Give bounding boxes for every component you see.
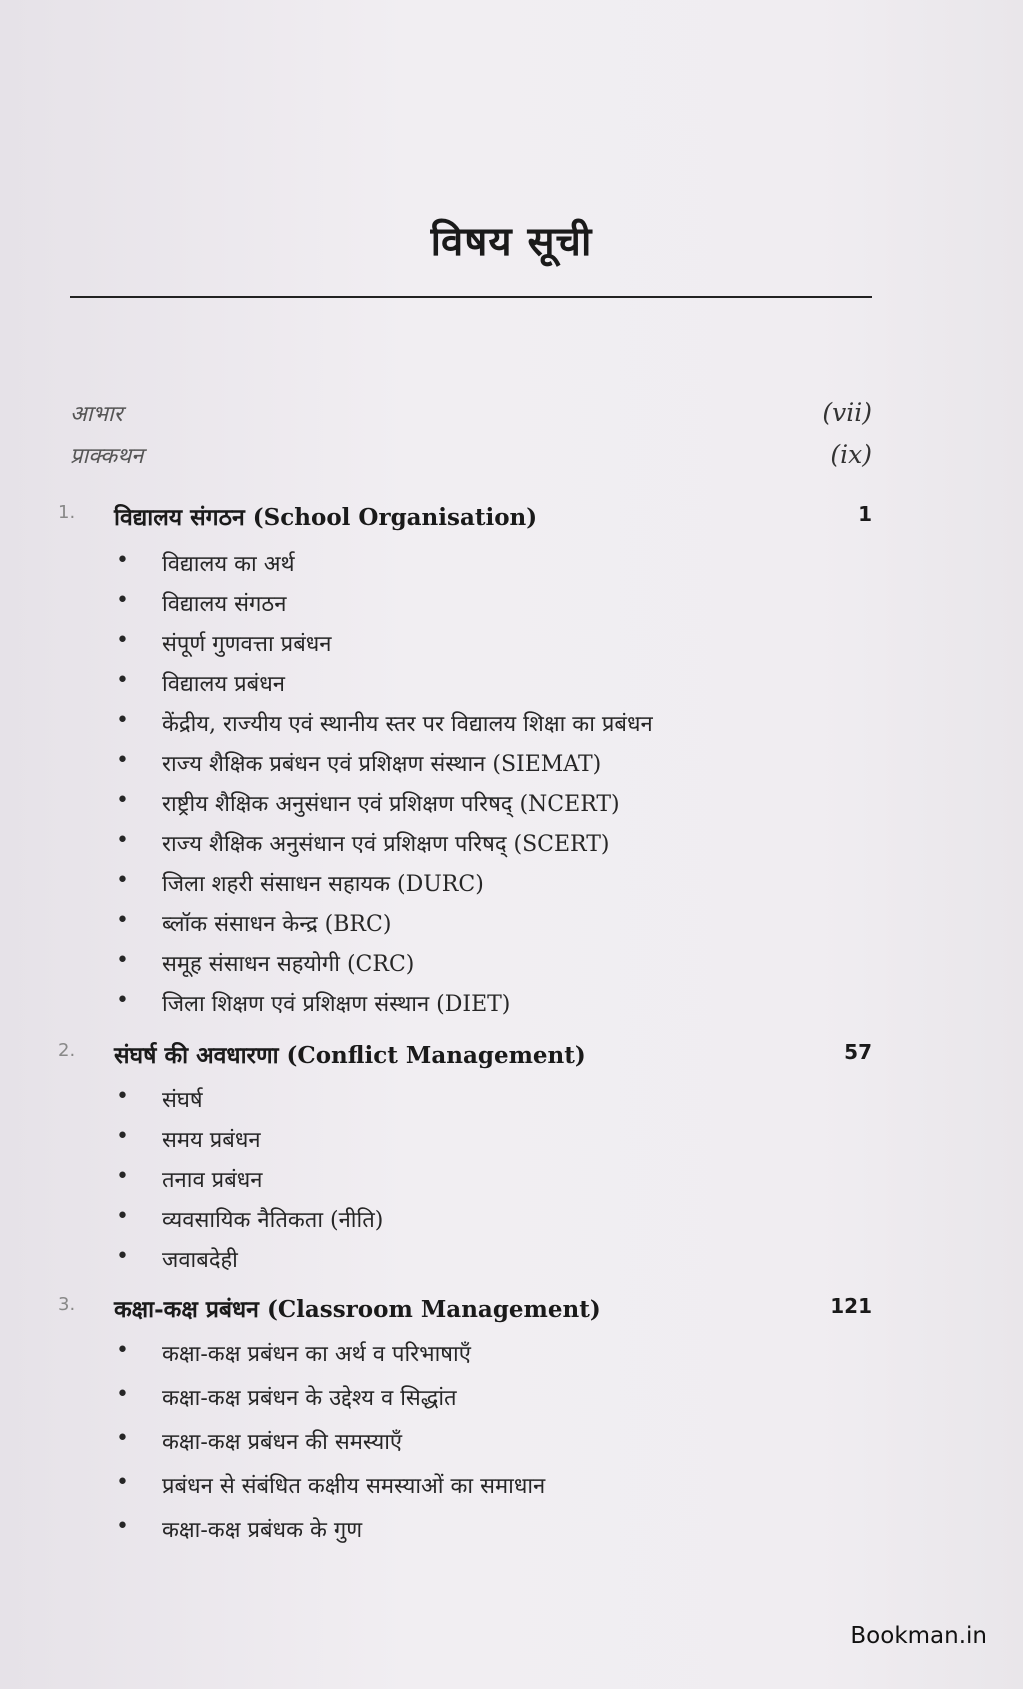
bullet-icon: • [116,1470,129,1495]
list-item-text: जिला शिक्षण एवं प्रशिक्षण संस्थान (DIET) [162,992,511,1017]
chapter-page: 57 [844,1040,872,1064]
list-item [116,548,876,586]
front-matter-page: (ix) [830,440,872,469]
bullet-icon: • [116,828,129,853]
list-item [116,1470,876,1508]
bullet-icon: • [116,1084,129,1109]
chapter-heading [58,1292,872,1332]
bullet-icon: • [116,588,129,613]
bullet-icon: • [116,988,129,1013]
list-item-text: कक्षा-कक्ष प्रबंधक के गुण [162,1518,363,1543]
chapter-number: 2. [58,1040,76,1061]
front-matter-row [70,398,872,434]
bullet-icon: • [116,1338,129,1363]
list-item-text: संपूर्ण गुणवत्ता प्रबंधन [162,632,332,657]
list-item-text: विद्यालय संगठन [162,592,287,617]
bullet-icon: • [116,1426,129,1451]
chapter-page: 121 [830,1294,872,1318]
chapter-title: कक्षा-कक्ष प्रबंधन (Classroom Management) [114,1296,601,1323]
list-item [116,1124,876,1162]
list-item-text: केंद्रीय, राज्यीय एवं स्थानीय स्तर पर विद्यालय शिक्षा का प्रबंधन [162,712,653,737]
list-item [116,988,876,1026]
list-item-text: कक्षा-कक्ष प्रबंधन का अर्थ व परिभाषाएँ [162,1342,471,1367]
list-item-text: ब्लॉक संसाधन केन्द्र (BRC) [162,912,392,937]
list-item [116,668,876,706]
list-item-text: राज्य शैक्षिक प्रबंधन एवं प्रशिक्षण संस्थान (SIEMAT) [162,752,602,777]
list-item-text: समूह संसाधन सहयोगी (CRC) [162,952,415,977]
bullet-icon: • [116,1164,129,1189]
list-item-text: कक्षा-कक्ष प्रबंधन के उद्देश्य व सिद्धांत [162,1386,457,1411]
front-matter-label: आभार [70,402,123,427]
bullet-icon: • [116,908,129,933]
bullet-icon: • [116,668,129,693]
chapter-heading [58,500,872,540]
list-item-text: कक्षा-कक्ष प्रबंधन की समस्याएँ [162,1430,403,1455]
list-item-text: तनाव प्रबंधन [162,1168,263,1193]
chapter-title: विद्यालय संगठन (School Organisation) [114,504,538,531]
list-item [116,748,876,786]
front-matter-page: (vii) [822,398,872,427]
list-item-text: व्यवसायिक नैतिकता (नीति) [162,1208,384,1233]
list-item-text: जवाबदेही [162,1248,238,1273]
list-item-text: जिला शहरी संसाधन सहायक (DURC) [162,872,484,897]
list-item [116,1514,876,1552]
chapter-heading [58,1038,872,1078]
list-item [116,708,876,746]
bullet-icon: • [116,1244,129,1269]
list-item-text: राष्ट्रीय शैक्षिक अनुसंधान एवं प्रशिक्षण परिषद् (NCERT) [162,792,620,817]
chapter-number: 1. [58,502,76,523]
bullet-icon: • [116,628,129,653]
bullet-icon: • [116,548,129,573]
bullet-icon: • [116,788,129,813]
list-item [116,788,876,826]
bullet-icon: • [116,948,129,973]
chapter-number: 3. [58,1294,76,1315]
bullet-icon: • [116,748,129,773]
bullet-icon: • [116,1382,129,1407]
list-item-text: राज्य शैक्षिक अनुसंधान एवं प्रशिक्षण परिषद् (SCERT) [162,832,610,857]
list-item [116,868,876,906]
list-item-text: प्रबंधन से संबंधित कक्षीय समस्याओं का समाधान [162,1474,546,1499]
front-matter-row [70,440,872,476]
front-matter-label: प्राक्कथन [70,444,144,469]
bullet-icon: • [116,1514,129,1539]
list-item [116,628,876,666]
watermark-text: Bookman.in [850,1623,987,1649]
list-item [116,1084,876,1122]
list-item-text: विद्यालय का अर्थ [162,552,295,577]
list-item [116,1204,876,1242]
list-item [116,588,876,626]
title-divider [70,296,872,298]
list-item-text: विद्यालय प्रबंधन [162,672,285,697]
page-title: विषय सूची [430,218,593,265]
list-item-text: संघर्ष [162,1088,203,1113]
bullet-icon: • [116,1204,129,1229]
bullet-icon: • [116,708,129,733]
list-item [116,828,876,866]
chapter-title: संघर्ष की अवधारणा (Conflict Management) [114,1042,586,1069]
list-item [116,908,876,946]
list-item [116,1244,876,1282]
list-item [116,1164,876,1202]
list-item [116,1382,876,1420]
list-item [116,1426,876,1464]
chapter-page: 1 [858,502,872,526]
bullet-icon: • [116,868,129,893]
list-item [116,948,876,986]
list-item-text: समय प्रबंधन [162,1128,261,1153]
list-item [116,1338,876,1376]
bullet-icon: • [116,1124,129,1149]
